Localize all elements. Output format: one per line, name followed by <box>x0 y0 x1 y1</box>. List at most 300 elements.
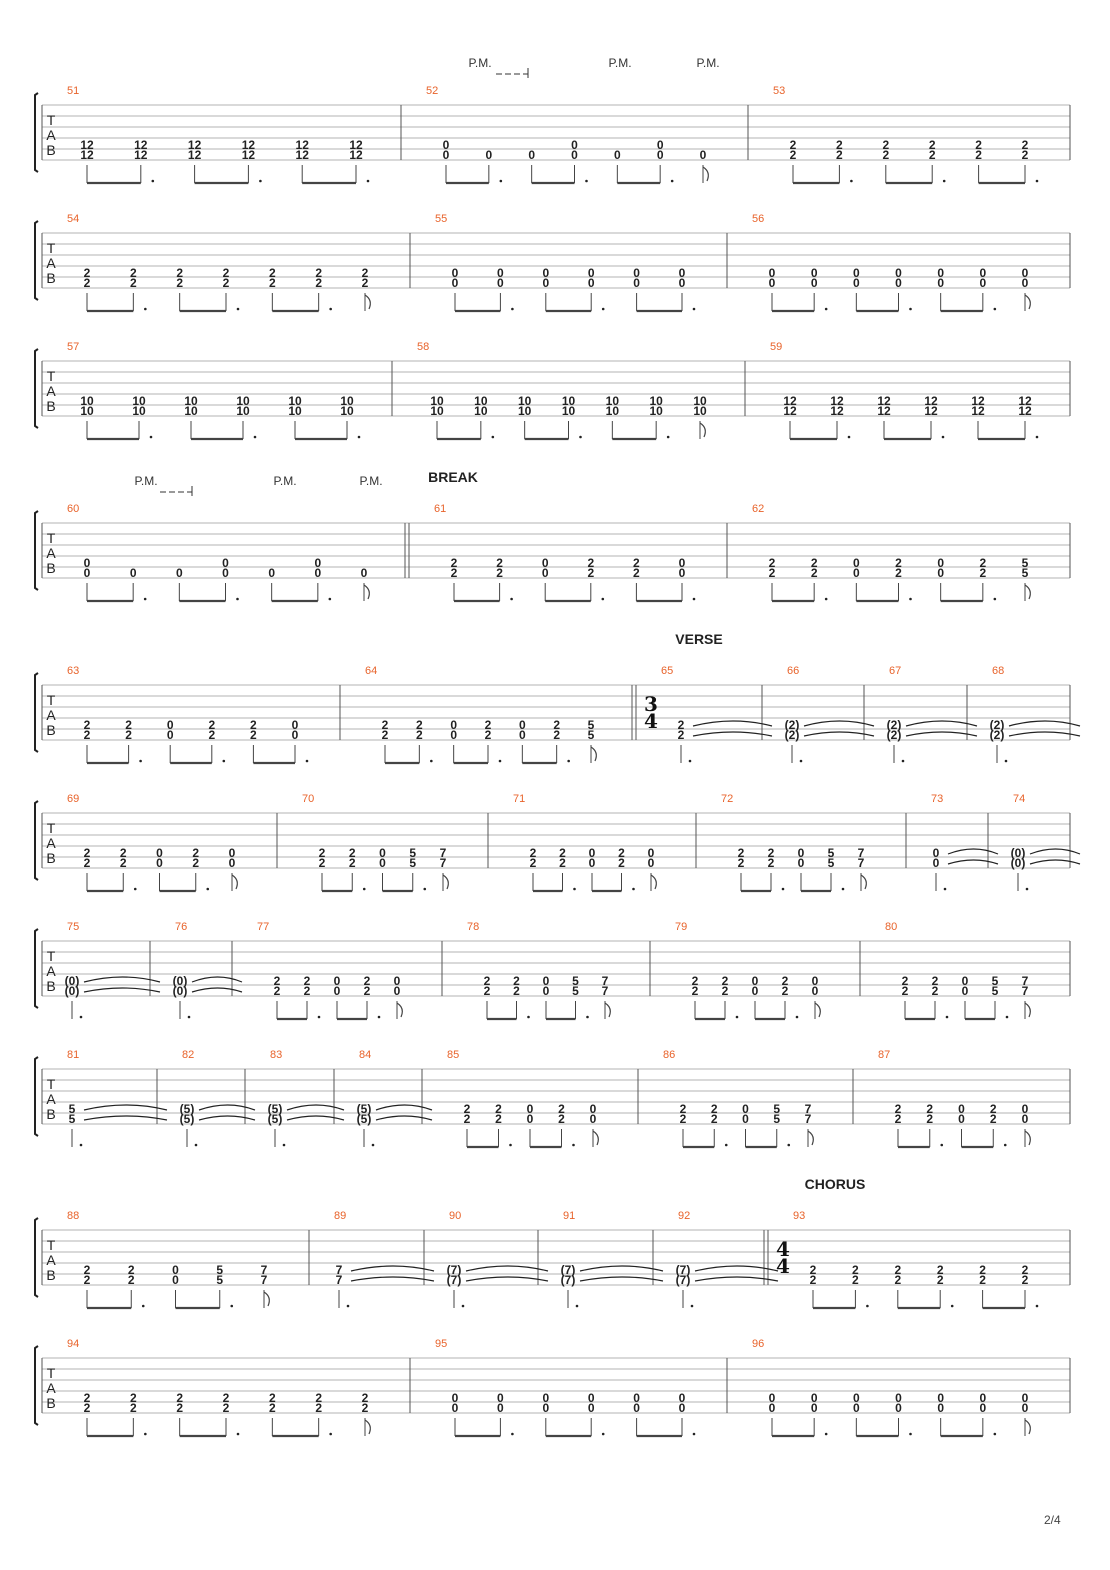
tie-arc <box>466 1277 548 1281</box>
fret-number: 0 <box>979 266 987 280</box>
note-flag <box>365 1420 370 1434</box>
fret-number: 2 <box>208 728 216 742</box>
tie-arc <box>693 721 772 726</box>
rhythm-dot <box>909 308 912 311</box>
fret-number: 2 <box>125 728 132 742</box>
rhythm-dot <box>223 760 226 763</box>
rhythm-dot <box>206 888 209 891</box>
fret-number: 2 <box>83 846 91 860</box>
rhythm-dot <box>943 180 946 183</box>
fret-number: 0 <box>571 148 578 162</box>
fret-number: 10 <box>474 404 488 418</box>
system-bracket <box>35 93 38 172</box>
measure-number: 84 <box>359 1049 372 1061</box>
fret-number: 2 <box>83 266 91 280</box>
fret-number: 2 <box>361 1401 369 1415</box>
rhythm-dot <box>1026 888 1029 891</box>
rhythm-dot <box>527 1016 530 1019</box>
system-bracket <box>35 1346 38 1425</box>
tab-clef-letter: B <box>46 1106 56 1122</box>
fret-number: 2 <box>268 266 276 280</box>
fret-number: 5 <box>572 984 579 998</box>
tab-clef-letter: A <box>46 127 56 143</box>
fret-number: 2 <box>303 974 311 988</box>
fret-number: 2 <box>936 1273 944 1287</box>
fret-number: 2 <box>587 556 595 570</box>
tab-clef-letter: T <box>46 948 56 964</box>
rhythm-dot <box>329 308 332 311</box>
fret-number: 2 <box>558 1102 565 1116</box>
fret-number: 0 <box>379 846 386 860</box>
fret-number: 0 <box>450 718 458 732</box>
tab-clef-letter: A <box>46 1380 56 1396</box>
system-bracket <box>35 511 38 590</box>
measure-number: 60 <box>67 503 80 515</box>
fret-number: (0) <box>64 984 80 998</box>
fret-number: 2 <box>789 148 797 162</box>
tie-arc <box>948 860 998 864</box>
note-flag <box>815 1003 820 1017</box>
fret-number: (0) <box>172 984 188 998</box>
rhythm-dot <box>195 1144 198 1147</box>
rhythm-dot <box>567 760 570 763</box>
fret-number: 0 <box>333 974 341 988</box>
fret-number: 7 <box>804 1102 812 1116</box>
fret-number: 0 <box>1021 1391 1029 1405</box>
fret-number: 2 <box>381 728 389 742</box>
rhythm-dot <box>283 1144 286 1147</box>
rhythm-dot <box>259 180 262 183</box>
fret-number: 2 <box>176 276 184 290</box>
fret-number: 2 <box>768 556 776 570</box>
fret-number: 0 <box>768 266 776 280</box>
fret-number: 10 <box>340 394 354 408</box>
fret-number: 0 <box>542 1391 550 1405</box>
tie-arc <box>199 1116 255 1120</box>
fret-number: 12 <box>241 138 256 152</box>
fret-number: (7) <box>675 1273 691 1287</box>
fret-number: 0 <box>768 1401 776 1415</box>
fret-number: 7 <box>335 1273 343 1287</box>
tab-clef-letter: T <box>46 820 56 836</box>
fret-number: 5 <box>587 728 595 742</box>
fret-number: 2 <box>691 984 699 998</box>
fret-number: 2 <box>318 846 326 860</box>
fret-number: (5) <box>179 1112 195 1126</box>
fret-number: 0 <box>83 556 91 570</box>
fret-number: 0 <box>958 1102 965 1116</box>
fret-number: 0 <box>751 984 759 998</box>
rhythm-dot <box>358 436 361 439</box>
rhythm-dot <box>1036 1305 1039 1308</box>
fret-number: 0 <box>1021 1102 1029 1116</box>
rhythm-dot <box>139 760 142 763</box>
fret-number: 0 <box>647 856 655 870</box>
rhythm-dot <box>693 308 696 311</box>
rhythm-dot <box>693 598 696 601</box>
fret-number: 2 <box>1021 148 1029 162</box>
fret-number: 0 <box>497 276 504 290</box>
rhythm-dot <box>1006 1016 1009 1019</box>
palm-mute-marking: P.M. <box>134 474 158 488</box>
fret-number: 10 <box>184 394 198 408</box>
fret-number: 2 <box>450 566 458 580</box>
rhythm-dot <box>796 1016 799 1019</box>
rhythm-dot <box>511 1433 514 1436</box>
fret-number: 2 <box>926 1112 934 1126</box>
fret-number: 2 <box>250 718 257 732</box>
fret-number: 2 <box>192 856 200 870</box>
fret-number: 12 <box>1018 404 1032 418</box>
fret-number: 0 <box>937 1401 945 1415</box>
fret-number: 12 <box>924 394 938 408</box>
rhythm-dot <box>363 888 366 891</box>
fret-number: (5) <box>267 1102 283 1116</box>
fret-number: 0 <box>633 276 640 290</box>
palm-mute-marking: P.M. <box>608 56 632 70</box>
rhythm-dot <box>1036 436 1039 439</box>
rhythm-dot <box>188 1016 191 1019</box>
fret-number: 0 <box>379 856 386 870</box>
fret-number: 2 <box>222 266 230 280</box>
fret-number: 0 <box>588 846 596 860</box>
fret-number: 0 <box>1021 276 1029 290</box>
fret-number: 2 <box>484 718 492 732</box>
rhythm-dot <box>825 308 828 311</box>
measure-number: 68 <box>992 665 1005 677</box>
fret-number: 2 <box>83 718 91 732</box>
tab-clef-letter: T <box>46 240 56 256</box>
fret-number: 12 <box>877 394 891 408</box>
fret-number: 0 <box>1021 1401 1029 1415</box>
fret-number: 10 <box>132 404 146 418</box>
fret-number: 2 <box>483 984 491 998</box>
tab-clef-letter: A <box>46 963 56 979</box>
fret-number: 0 <box>542 974 550 988</box>
fret-number: 7 <box>1021 974 1029 988</box>
fret-number: 0 <box>129 566 137 580</box>
system-7 <box>35 921 1070 1019</box>
system-bracket <box>35 1057 38 1136</box>
note-flag <box>443 875 448 889</box>
fret-number: 5 <box>216 1273 224 1287</box>
tie-arc <box>1009 732 1080 736</box>
fret-number: 0 <box>222 556 229 570</box>
tab-clef-letter: A <box>46 255 56 271</box>
fret-number: 2 <box>737 856 745 870</box>
fret-number: 2 <box>979 1273 986 1287</box>
fret-number: 2 <box>361 276 369 290</box>
fret-number: 0 <box>314 556 322 570</box>
tab-clef-letter: B <box>46 270 56 286</box>
fret-number: 0 <box>228 856 236 870</box>
fret-number: (5) <box>356 1102 372 1116</box>
fret-number: (0) <box>1010 856 1026 870</box>
fret-number: 2 <box>559 846 566 860</box>
rhythm-dot <box>306 760 309 763</box>
fret-number: 0 <box>497 1391 504 1405</box>
measure-number: 92 <box>678 1210 691 1222</box>
fret-number: 2 <box>789 138 797 152</box>
tie-arc <box>351 1266 434 1271</box>
rhythm-dot <box>902 760 905 763</box>
rhythm-dot <box>994 598 997 601</box>
system-1 <box>35 56 1070 183</box>
note-flag <box>591 747 596 761</box>
fret-number: 2 <box>931 974 939 988</box>
fret-number: 5 <box>68 1102 76 1116</box>
tab-clef-letter: B <box>46 142 56 158</box>
fret-number: 0 <box>895 1391 902 1405</box>
fret-number: 2 <box>810 566 818 580</box>
section-label: CHORUS <box>804 1176 866 1192</box>
note-flag <box>808 1131 813 1145</box>
fret-number: 10 <box>236 394 250 408</box>
fret-number: 2 <box>633 556 640 570</box>
fret-number: 2 <box>222 1401 230 1415</box>
rhythm-dot <box>942 436 945 439</box>
fret-number: 7 <box>857 846 865 860</box>
system-bracket <box>35 801 38 880</box>
tab-clef-letter: A <box>46 383 56 399</box>
fret-number: 2 <box>208 718 216 732</box>
palm-mute-marking: P.M. <box>359 474 383 488</box>
fret-number: 0 <box>810 1401 818 1415</box>
fret-number: 10 <box>605 404 620 418</box>
measure-number: 61 <box>434 503 447 515</box>
measure-number: 62 <box>752 503 765 515</box>
fret-number: 2 <box>529 856 537 870</box>
fret-number: 2 <box>975 148 982 162</box>
tab-clef-letter: B <box>46 398 56 414</box>
fret-number: 0 <box>528 148 536 162</box>
measure-number: 85 <box>447 1049 460 1061</box>
fret-number: 0 <box>587 1401 595 1415</box>
note-flag <box>1025 1131 1030 1145</box>
fret-number: 5 <box>1021 556 1029 570</box>
fret-number: 2 <box>989 1102 997 1116</box>
rhythm-dot <box>144 308 147 311</box>
rhythm-dot <box>632 888 635 891</box>
fret-number: 2 <box>83 1391 91 1405</box>
fret-number: 0 <box>526 1102 534 1116</box>
rhythm-dot <box>866 1305 869 1308</box>
measure-number: 67 <box>889 665 902 677</box>
fret-number: 0 <box>633 1401 640 1415</box>
time-signature-top: 4 <box>776 1237 790 1261</box>
fret-number: 2 <box>273 984 281 998</box>
fret-number: 2 <box>633 566 640 580</box>
fret-number: 2 <box>852 1263 859 1277</box>
measure-number: 59 <box>770 341 783 353</box>
fret-number: 0 <box>541 566 549 580</box>
rhythm-dot <box>787 1144 790 1147</box>
fret-number: (2) <box>784 728 800 742</box>
fret-number: 0 <box>937 556 945 570</box>
fret-number: 2 <box>979 1263 986 1277</box>
fret-number: 2 <box>415 728 423 742</box>
fret-number: 2 <box>83 1401 91 1415</box>
fret-number: 2 <box>303 984 311 998</box>
fret-number: 0 <box>589 1102 597 1116</box>
fret-number: 2 <box>901 974 909 988</box>
fret-number: 0 <box>810 266 818 280</box>
fret-number: 0 <box>485 148 493 162</box>
fret-number: 0 <box>852 566 860 580</box>
measure-number: 51 <box>67 85 80 97</box>
tab-clef-letter: B <box>46 850 56 866</box>
fret-number: 10 <box>288 394 302 408</box>
fret-number: 2 <box>268 276 276 290</box>
fret-number: 5 <box>991 984 999 998</box>
note-flag <box>1025 1420 1030 1434</box>
fret-number: 0 <box>172 1273 179 1287</box>
rhythm-dot <box>237 1433 240 1436</box>
measure-number: 75 <box>67 921 80 933</box>
fret-number: 2 <box>483 974 491 988</box>
fret-number: (7) <box>446 1263 462 1277</box>
fret-number: 0 <box>937 1391 945 1405</box>
fret-number: 2 <box>587 566 595 580</box>
measure-number: 77 <box>257 921 270 933</box>
rhythm-dot <box>1004 1144 1007 1147</box>
fret-number: 0 <box>451 266 459 280</box>
fret-number: 0 <box>810 1391 818 1405</box>
fret-number: 0 <box>768 276 776 290</box>
fret-number: 2 <box>450 556 458 570</box>
fret-number: 2 <box>268 1391 276 1405</box>
fret-number: 2 <box>679 1102 687 1116</box>
fret-number: 0 <box>797 856 805 870</box>
tab-clef-letter: B <box>46 1267 56 1283</box>
fret-number: 0 <box>852 556 860 570</box>
measure-number: 54 <box>67 213 80 225</box>
tie-arc <box>580 1277 663 1281</box>
fret-number: 2 <box>361 266 369 280</box>
fret-number: 0 <box>852 276 860 290</box>
fret-number: 12 <box>830 404 844 418</box>
fret-number: 2 <box>119 856 127 870</box>
fret-number: 10 <box>80 404 94 418</box>
fret-number: 2 <box>415 718 423 732</box>
fret-number: (7) <box>560 1273 576 1287</box>
rhythm-dot <box>236 598 239 601</box>
fret-number: 10 <box>649 404 663 418</box>
fret-number: 2 <box>836 148 843 162</box>
fret-number: 2 <box>348 856 356 870</box>
measure-number: 96 <box>752 1338 765 1350</box>
fret-number: 2 <box>895 566 902 580</box>
tie-arc <box>351 1277 434 1281</box>
tab-clef-letter: T <box>46 1365 56 1381</box>
fret-number: 2 <box>928 138 936 152</box>
fret-number: 5 <box>1021 566 1029 580</box>
fret-number: 2 <box>1021 138 1029 152</box>
measure-number: 82 <box>182 1049 195 1061</box>
note-flag <box>1025 1003 1030 1017</box>
rhythm-dot <box>152 180 155 183</box>
fret-number: 0 <box>979 1391 987 1405</box>
fret-number: 2 <box>127 1273 135 1287</box>
rhythm-dot <box>671 180 674 183</box>
rhythm-dot <box>725 1144 728 1147</box>
rhythm-dot <box>572 1144 575 1147</box>
system-bracket <box>35 221 38 300</box>
fret-number: 2 <box>882 138 890 152</box>
rhythm-dot <box>602 308 605 311</box>
fret-number: 2 <box>989 1112 997 1126</box>
tie-arc <box>84 977 160 982</box>
tab-clef-letter: T <box>46 692 56 708</box>
fret-number: 2 <box>273 974 281 988</box>
measure-number: 87 <box>878 1049 891 1061</box>
palm-mute-marking: P.M. <box>468 56 492 70</box>
rhythm-dot <box>80 1016 83 1019</box>
note-flag <box>651 875 656 889</box>
fret-number: 10 <box>649 394 663 408</box>
tie-arc <box>466 1266 548 1271</box>
fret-number: 2 <box>979 566 987 580</box>
fret-number: 2 <box>852 1273 859 1287</box>
rhythm-dot <box>573 888 576 891</box>
note-flag <box>1025 585 1030 599</box>
fret-number: 12 <box>877 404 891 418</box>
rhythm-dot <box>691 1305 694 1308</box>
fret-number: 2 <box>315 1391 323 1405</box>
measure-number: 70 <box>302 793 315 805</box>
rhythm-dot <box>585 180 588 183</box>
rhythm-dot <box>511 308 514 311</box>
fret-number: 2 <box>768 566 776 580</box>
rhythm-dot <box>372 1144 375 1147</box>
tab-clef-letter: B <box>46 722 56 738</box>
fret-number: (7) <box>446 1273 462 1287</box>
fret-number: 2 <box>691 974 699 988</box>
measure-number: 79 <box>675 921 688 933</box>
fret-number: 10 <box>132 394 146 408</box>
fret-number: (2) <box>886 718 902 732</box>
rhythm-dot <box>144 1433 147 1436</box>
system-10 <box>35 1338 1070 1436</box>
fret-number: 0 <box>542 1401 550 1415</box>
fret-number: 12 <box>783 404 797 418</box>
fret-number: 7 <box>804 1112 812 1126</box>
fret-number: 0 <box>393 974 401 988</box>
rhythm-dot <box>909 598 912 601</box>
fret-number: 2 <box>529 846 537 860</box>
fret-number: 10 <box>517 394 532 408</box>
rhythm-dot <box>1005 760 1008 763</box>
fret-number: 12 <box>295 138 309 152</box>
fret-number: 0 <box>542 266 550 280</box>
tie-arc <box>376 1116 432 1120</box>
fret-number: (2) <box>989 728 1005 742</box>
fret-number: 0 <box>961 984 969 998</box>
fret-number: 2 <box>315 1401 323 1415</box>
fret-number: 2 <box>496 556 503 570</box>
fret-number: 2 <box>679 1112 687 1126</box>
time-signature-top: 3 <box>644 692 658 716</box>
tie-arc <box>84 988 160 992</box>
rhythm-dot <box>329 598 332 601</box>
section-label: VERSE <box>675 631 723 647</box>
rhythm-dot <box>462 1305 465 1308</box>
fret-number: 0 <box>1021 266 1029 280</box>
fret-number: 10 <box>80 394 94 408</box>
fret-number: 0 <box>699 148 707 162</box>
fret-number: 2 <box>83 1263 91 1277</box>
note-flag <box>397 1003 402 1017</box>
